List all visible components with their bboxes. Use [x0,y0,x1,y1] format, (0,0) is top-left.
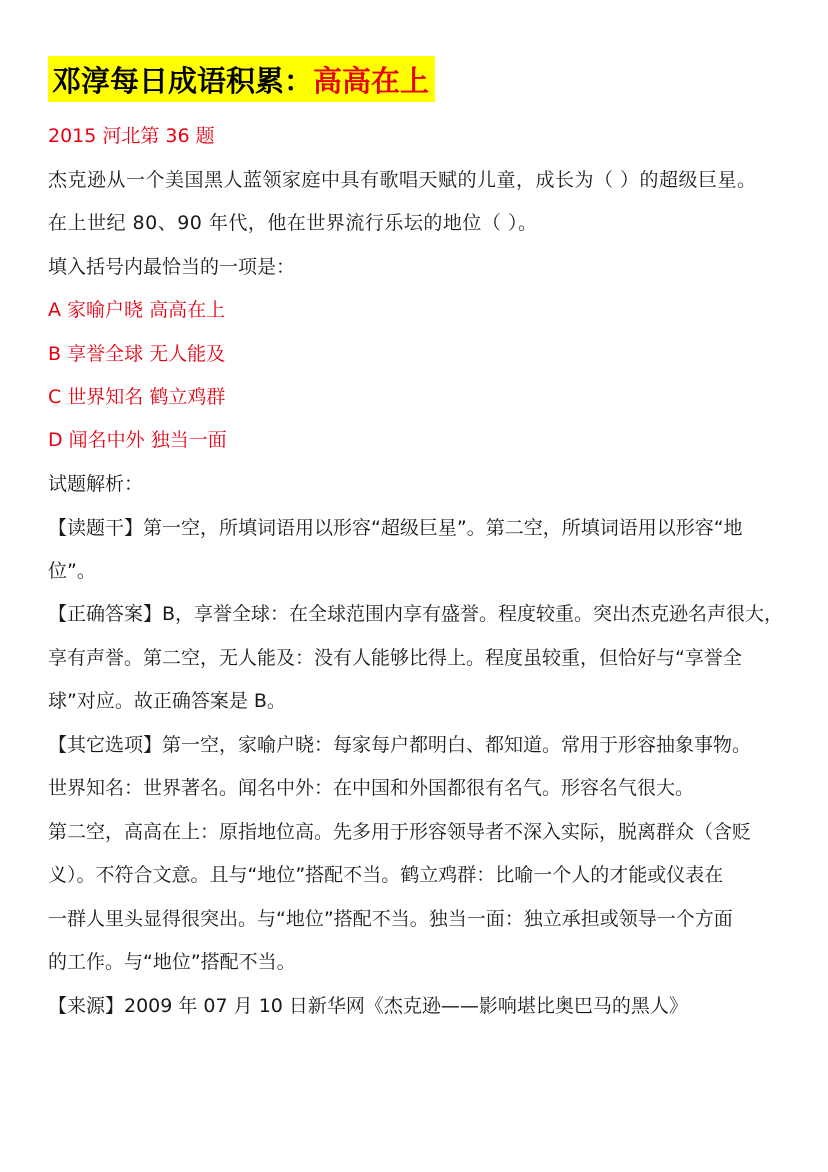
title-banner [48,56,435,102]
analysis-line: 【读题干】第一空，所填词语用以形容“超级巨星”。第二空，所填词语用以形容“地 [48,517,743,539]
option-d: D 闻名中外 独当一面 [48,429,227,451]
analysis-line: 的工作。与“地位”搭配不当。 [48,951,296,973]
analysis-line: 【其它选项】第一空，家喻户晓：每家每户都明白、都知道。常用于形容抽象事物。 [48,734,752,756]
analysis-line: 世界知名：世界著名。闻名中外：在中国和外国都很有名气。形容名气很大。 [48,777,695,799]
analysis-line: 第二空，高高在上：原指地位高。先多用于形容领导者不深入实际，脱离群众（含贬 [48,821,752,843]
analysis-line: 球”对应。故正确答案是 B。 [48,690,286,712]
title-idiom: 高高在上 [313,63,430,98]
option-c: C 世界知名 鹤立鸡群 [48,386,226,408]
question-source: 2015 河北第 36 题 [48,125,215,147]
analysis-heading: 试题解析： [48,473,144,495]
question-prompt: 填入括号内最恰当的一项是： [48,256,296,278]
analysis-line: 【正确答案】B，享誉全球：在全球范围内享有盛誉。程度较重。突出杰克逊名声很大， [48,603,784,625]
analysis-line: 享有声誉。第二空，无人能及：没有人能够比得上。程度虽较重，但恰好与“享誉全 [48,647,742,669]
title-prefix: 邓淳每日成语积累： [52,63,314,98]
analysis-line: 一群人里头显得很突出。与“地位”搭配不当。独当一面：独立承担或领导一个方面 [48,908,733,930]
source-citation: 【来源】2009 年 07 月 10 日新华网《杰克逊——影响堪比奥巴马的黑人》 [48,995,688,1017]
question-stem-line-1: 杰克逊从一个美国黑人蓝领家庭中具有歌唱天赋的儿童，成长为（ ）的超级巨星。 [48,169,757,191]
question-stem-line-2: 在上世纪 80、90 年代，他在世界流行乐坛的地位（ ）。 [48,212,538,234]
analysis-line: 义）。不符合文意。且与“地位”搭配不当。鹤立鸡群：比喻一个人的才能或仪表在 [48,864,724,886]
option-b: B 享誉全球 无人能及 [48,343,226,365]
option-a: A 家喻户晓 高高在上 [48,299,226,321]
analysis-line: 位”。 [48,560,96,582]
